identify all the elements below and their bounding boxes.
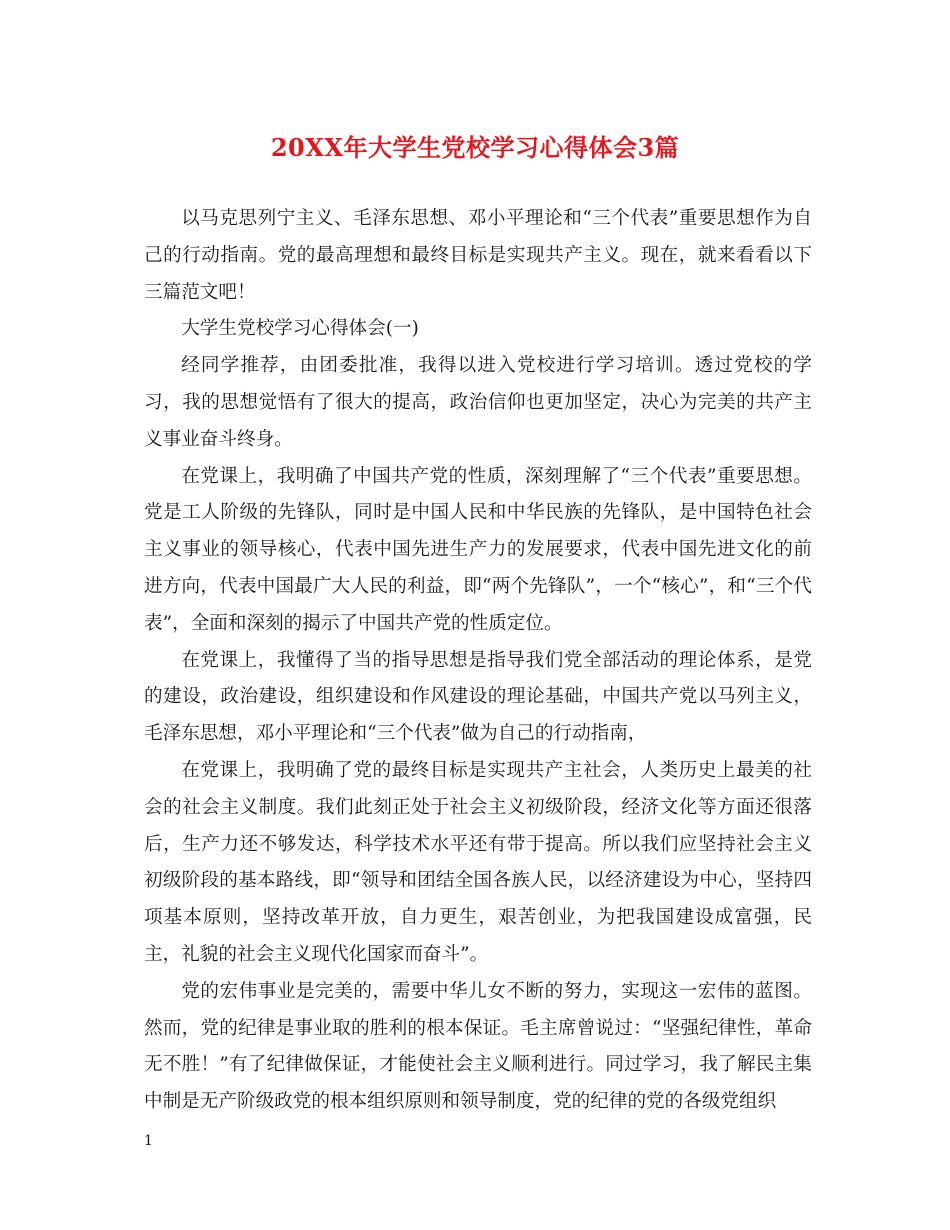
- paragraph: 在党课上，我懂得了当的指导思想是指导我们党全部活动的理论体系，是党的建设，政治建设，组织建设和作风建设的理论基础，中国共产党以马列主义，毛泽东思想，邓小平理论和“三个代表”做为自己的行动指南，: [144, 649, 812, 745]
- paragraph: 在党课上，我明确了中国共产党的性质，深刻理解了“三个代表”重要思想。党是工人阶级的先锋队，同时是中国人民和中华民族的先锋队，是中国特色社会主义事业的领导核心，代表中国先进生产力的发展要求，代表中国先进文化的前进方向，代表中国最广大人民的利益，即“两个先锋队”，一个“核心”，和“三个代表”，全面和深刻的揭示了中国共产党的性质定位。: [144, 465, 812, 634]
- paragraph: 在党课上，我明确了党的最终目标是实现共产主社会，人类历史上最美的社会的社会主义制度。我们此刻正处于社会主义初级阶段，经济文化等方面还很落后，生产力还不够发达，科学技术水平还有带于提高。所以我们应坚持社会主义初级阶段的基本路线，即“领导和团结全国各族人民，以经济建设为中心，坚持四项基本原则，坚持改革开放，自力更生，艰苦创业，为把我国建设成富强，民主，礼貌的社会主义现代化国家而奋斗”。: [144, 759, 812, 965]
- document-body: [144, 201, 812, 1121]
- page-number: 1: [144, 1133, 153, 1149]
- paragraph: 党的宏伟事业是完美的，需要中华儿女不断的努力，实现这一宏伟的蓝图。然而，党的纪律是事业取的胜利的根本保证。毛主席曾说过：“坚强纪律性，革命无不胜！”有了纪律做保证，才能使社会主义顺利进行。同过学习，我了解民主集中制是无产阶级政党的根本组织原则和领导制度，党的纪律的党的各级党组织: [144, 980, 812, 1113]
- paragraph: 经同学推荐，由团委批准，我得以进入党校进行学习培训。透过党校的学习，我的思想觉悟有了很大的提高，政治信仰也更加坚定，决心为完美的共产主义事业奋斗终身。: [144, 355, 812, 450]
- section-heading: 大学生党校学习心得体会(一): [181, 318, 419, 340]
- document-title: 20XX年大学生党校学习心得体会3篇: [270, 133, 680, 162]
- paragraph-intro: 以马克思列宁主义、毛泽东思想、邓小平理论和“三个代表”重要思想作为自己的行动指南。党的最高理想和最终目标是实现共产主义。现在，就来看看以下三篇范文吧！: [144, 208, 812, 303]
